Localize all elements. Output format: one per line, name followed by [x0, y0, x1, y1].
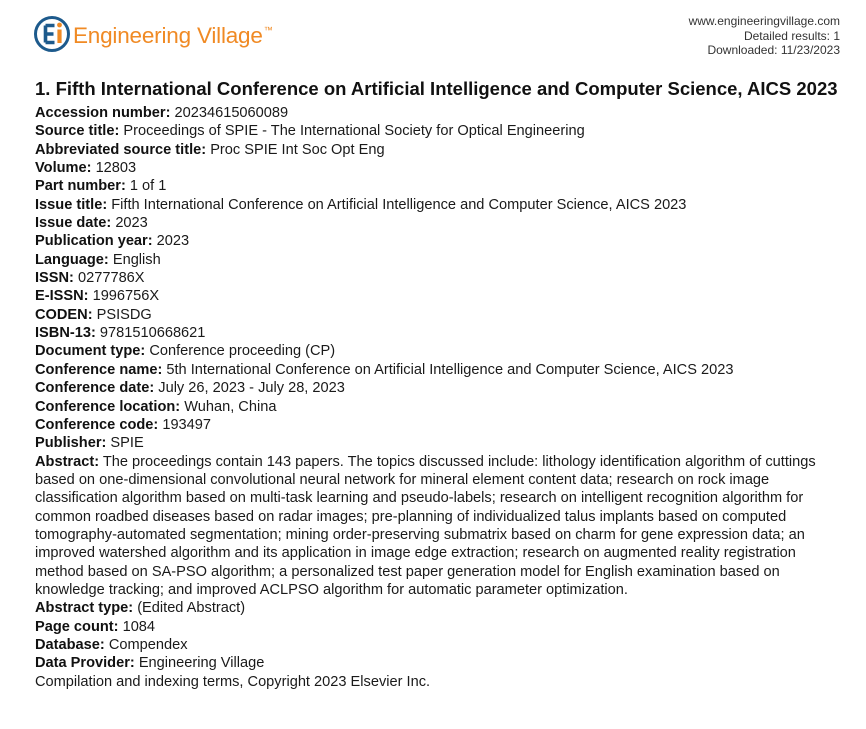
logo-wordmark: Engineering Village™ — [73, 23, 273, 48]
field-label: Conference location: — [35, 398, 181, 415]
copyright-notice: Compilation and indexing terms, Copyright 2023 Elsevier Inc. — [35, 673, 431, 690]
record-field — [35, 434, 825, 452]
field-value: Fifth International Conference on Artificial Intelligence and Computer Science, AICS 2023 — [111, 196, 687, 213]
field-value: 20234615060089 — [174, 105, 289, 121]
field-label: Document type: — [35, 343, 146, 360]
field-value: 5th International Conference on Artificial Intelligence and Computer Science, AICS 2023 — [166, 361, 734, 378]
field-label: Volume: — [35, 160, 92, 177]
field-label: Abstract: — [35, 453, 100, 470]
field-label: ISSN: — [35, 270, 74, 287]
field-value: English — [112, 251, 161, 268]
field-value: Compendex — [108, 636, 188, 653]
record-title: 1. Fifth International Conference on Artificial Intelligence and Computer Science, AICS 2023 — [35, 78, 838, 99]
engineering-village-logo — [34, 16, 273, 52]
record-field — [35, 636, 825, 654]
record-field — [35, 177, 825, 195]
ev-logo-icon — [34, 16, 70, 52]
record-field — [35, 232, 825, 250]
field-value: 2023 — [115, 215, 148, 232]
field-label: Conference name: — [35, 361, 163, 378]
record-field — [35, 196, 825, 214]
record-field — [35, 453, 825, 600]
field-label: Accession number: — [35, 105, 171, 121]
field-label: Publisher: — [35, 435, 107, 452]
record-field — [35, 379, 825, 397]
field-label: Language: — [35, 251, 109, 268]
field-value: Conference proceeding (CP) — [149, 343, 336, 360]
record-field — [35, 618, 825, 636]
field-value: 193497 — [162, 416, 212, 433]
field-value: 9781510668621 — [99, 325, 206, 342]
field-label: ISBN-13: — [35, 325, 96, 342]
field-value: 1996756X — [92, 288, 160, 305]
record-field — [35, 361, 825, 379]
record-field — [35, 324, 825, 342]
record-field — [35, 654, 825, 672]
field-label: Conference date: — [35, 380, 155, 397]
record-field — [35, 141, 825, 159]
field-label: E-ISSN: — [35, 288, 89, 305]
field-label: Abstract type: — [35, 600, 134, 617]
field-value: SPIE — [110, 435, 144, 452]
field-value: (Edited Abstract) — [137, 600, 246, 617]
record-field — [35, 251, 825, 269]
field-value: 0277786X — [77, 270, 145, 287]
field-label: Abbreviated source title: — [35, 141, 207, 158]
field-label: Issue title: — [35, 196, 108, 213]
field-label: Source title: — [35, 123, 120, 140]
record-field — [35, 214, 825, 232]
record-field — [35, 342, 825, 360]
record-field — [35, 122, 825, 140]
record-field — [35, 287, 825, 305]
field-label: Database: — [35, 636, 105, 653]
record-field — [35, 269, 825, 287]
field-label: Conference code: — [35, 416, 159, 433]
record-field — [35, 104, 825, 122]
detailed-results-count: Detailed results: 1 — [743, 28, 840, 43]
site-url: www.engineeringvillage.com — [688, 14, 840, 28]
field-label: Data Provider: — [35, 655, 135, 672]
field-label: Page count: — [35, 618, 119, 635]
field-label: Issue date: — [35, 215, 112, 232]
field-label: CODEN: — [35, 306, 93, 323]
record-field — [35, 159, 825, 177]
field-label: Publication year: — [35, 233, 153, 250]
field-value: PSISDG — [96, 306, 152, 323]
downloaded-date: Downloaded: 11/23/2023 — [707, 43, 840, 57]
field-value: Proceedings of SPIE - The International Society for Optical Engineering — [123, 123, 585, 140]
record-fields — [35, 104, 825, 691]
field-value: Wuhan, China — [184, 398, 277, 415]
field-value: The proceedings contain 143 papers. The topics discussed include: lithology identification algorithm of cuttings based on one-dimensional convolutional neural network for mineral element content data; research on rock image classification algorithm based on multi-task learning and pseudo-labels; research on intelligent recognition algorithm for common roadbed diseases based on radar images; pre-planning of individualized talus implants based on computed tomography-automated segmentation; mining order-preserving submatrix based on charm for gene expression data; an improved watershed algorithm and its application in image edge extraction; research on augmented reality registration method based on SA-PSO algorithm; a personalized test paper generation model for English examination based on knowledge tracking; and improved ACLPSO algorithm for automatic parameter optimization. — [35, 453, 816, 598]
field-value: 2023 — [156, 233, 190, 250]
record-field — [35, 416, 825, 434]
field-value: 12803 — [95, 160, 137, 177]
record-field — [35, 398, 825, 416]
record-field — [35, 599, 825, 617]
field-value: 1 of 1 — [129, 178, 167, 195]
field-value: Proc SPIE Int Soc Opt Eng — [210, 141, 385, 158]
download-meta — [689, 14, 840, 58]
record-field — [35, 306, 825, 324]
field-value: 1084 — [122, 618, 156, 635]
field-value: July 26, 2023 - July 28, 2023 — [158, 380, 345, 397]
field-label: Part number: — [35, 178, 126, 195]
field-value: Engineering Village — [138, 655, 265, 672]
